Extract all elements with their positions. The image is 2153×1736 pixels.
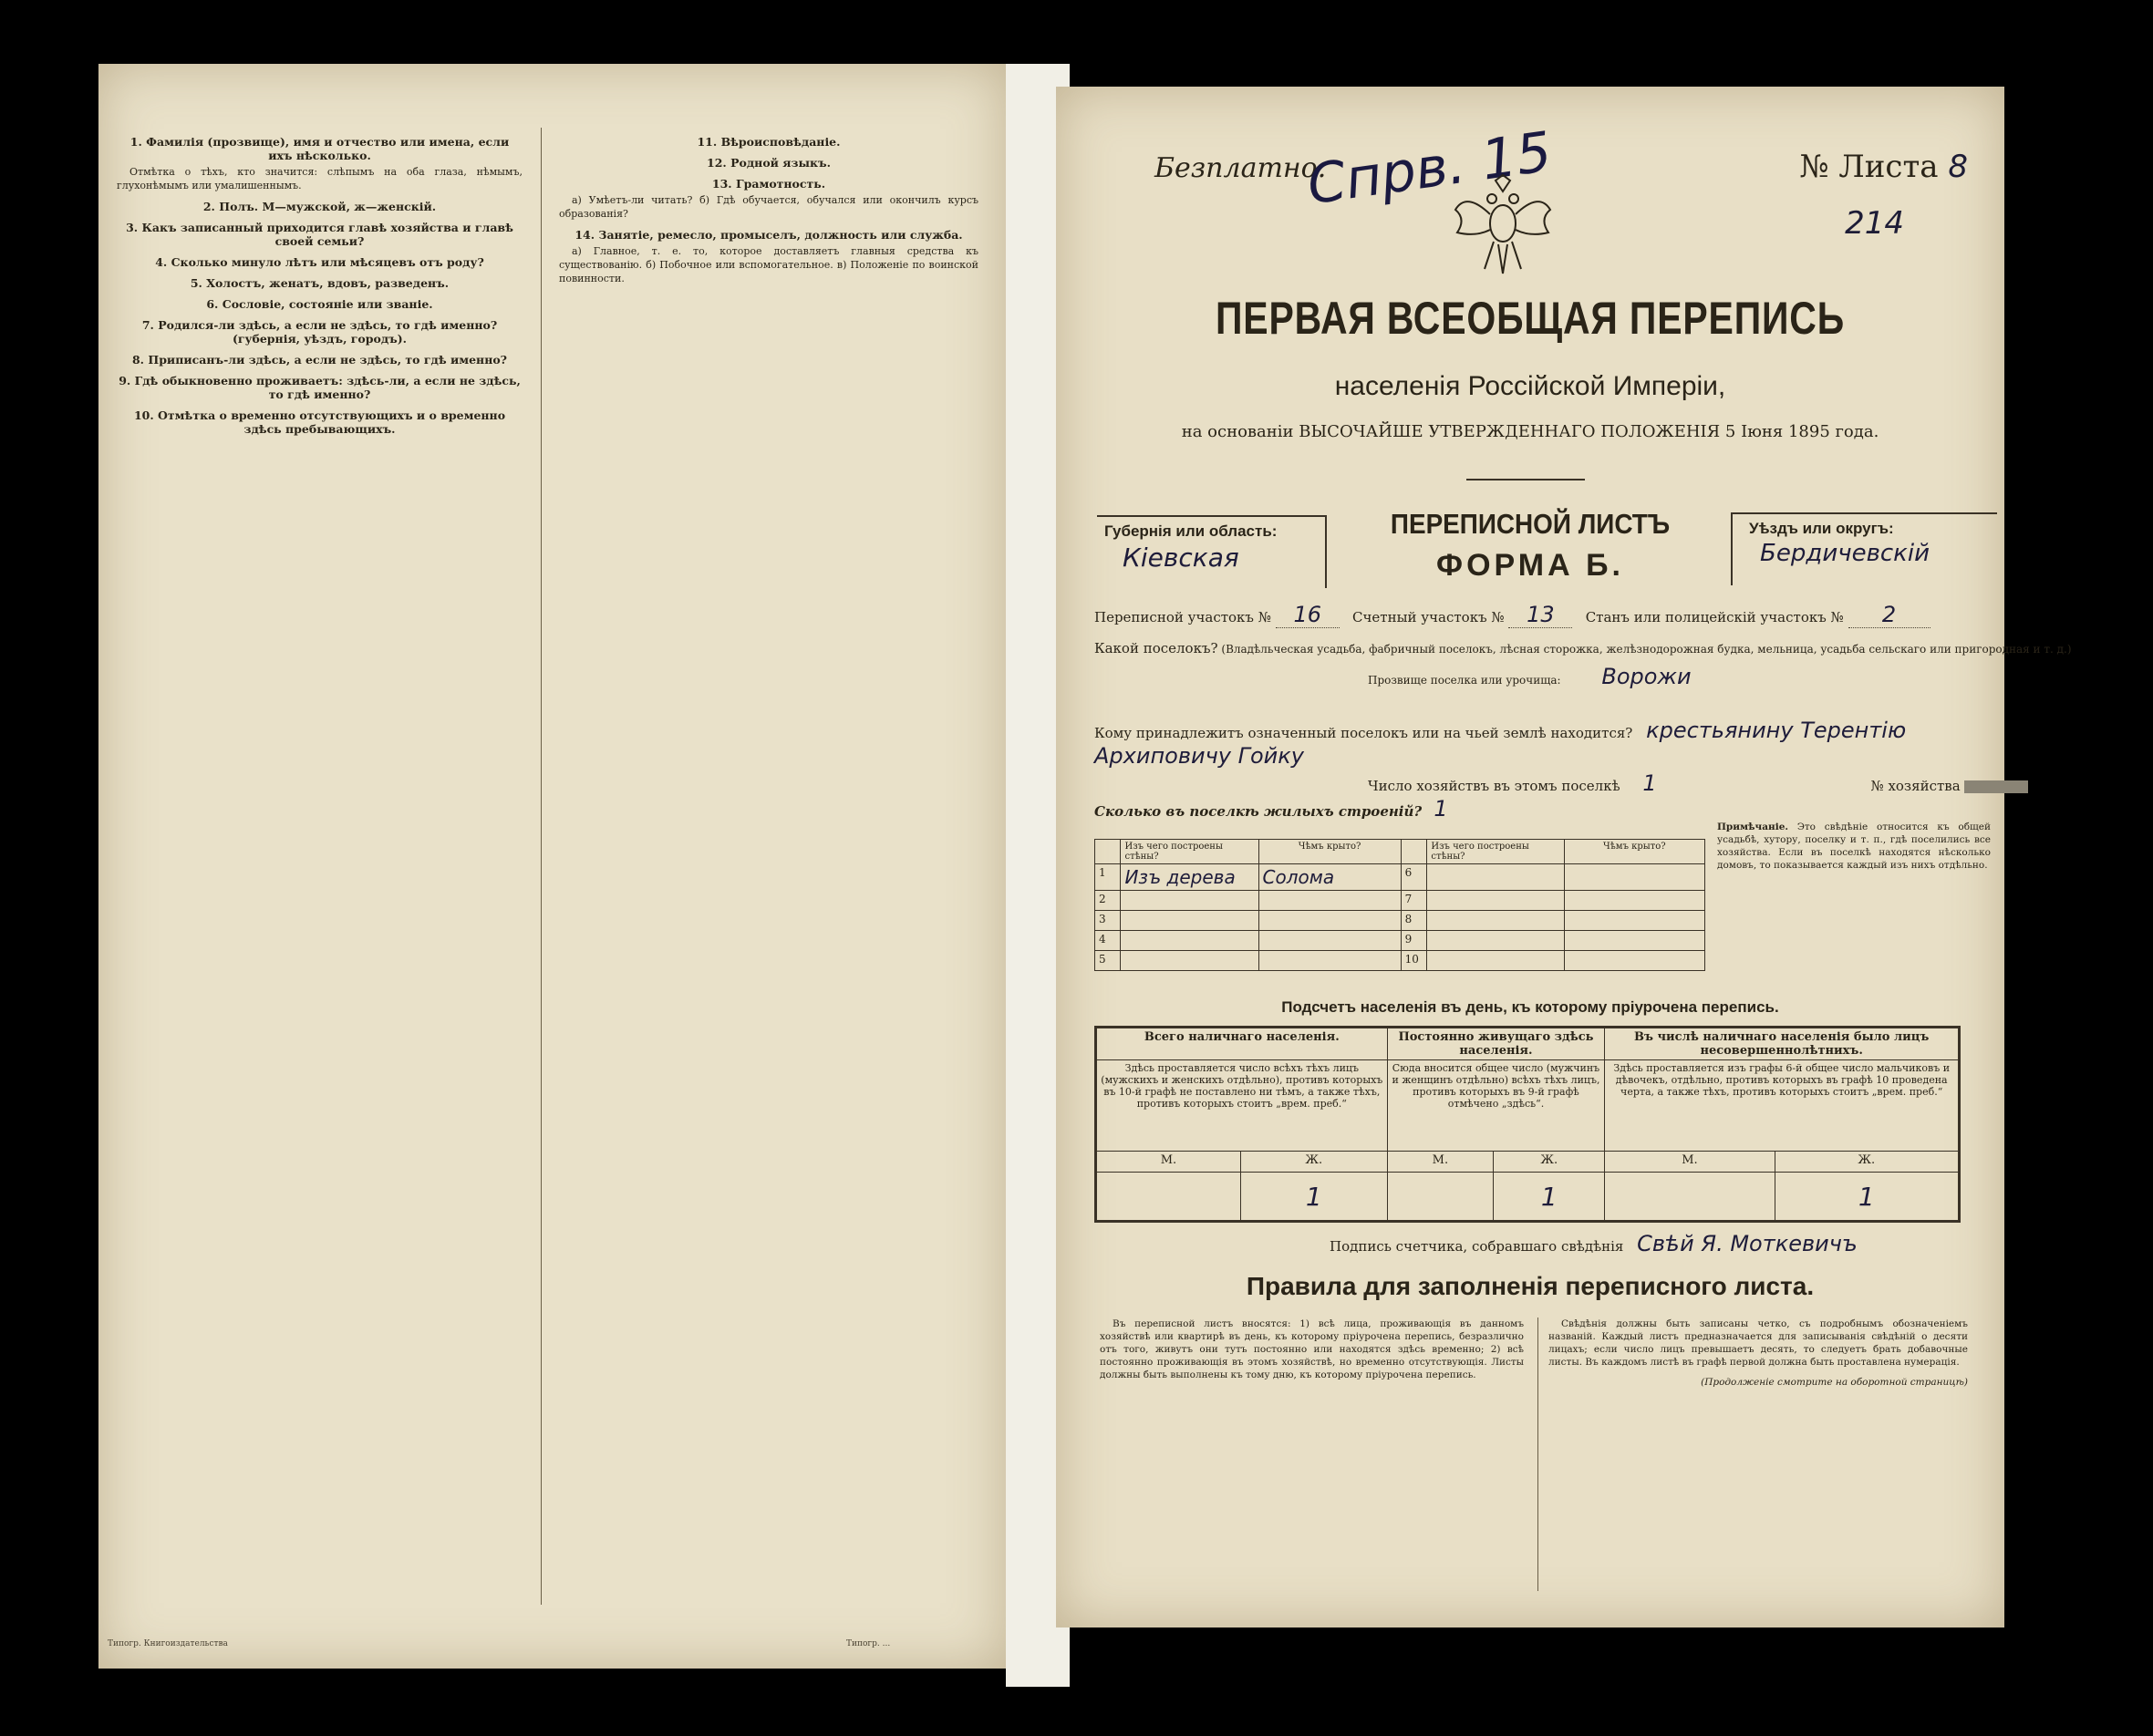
table-row: 3 8 xyxy=(1095,911,1705,931)
section-heading: 5. Холостъ, женатъ, вдовъ, разведенъ. xyxy=(190,276,450,290)
owner-row xyxy=(1094,718,1968,743)
owner-row-2 xyxy=(1094,743,1968,769)
section-heading: 14. Занятіе, ремесло, промыселъ, должность или служба. xyxy=(574,228,963,242)
section-text: Отмѣтка о тѣхъ, кто значится: слѣпымъ на оба глаза, нѣмымъ, глухонѣмымъ или умалишеннымъ. xyxy=(117,166,523,191)
province-label: Губернія или область: xyxy=(1104,522,1278,540)
province-box xyxy=(1097,515,1327,588)
census-district-value: 16 xyxy=(1276,602,1340,628)
left-column-1 xyxy=(117,128,523,439)
owner-label: Кому принадлежитъ означенный поселокъ или на чьей землѣ находится? xyxy=(1094,725,1633,741)
households-label: Число хозяйствъ въ этомъ поселкѣ xyxy=(1368,778,1620,794)
households-row xyxy=(1094,770,1968,796)
village-label: Станъ или полицейскій участокъ № xyxy=(1585,609,1844,625)
table-row: 1 Изъ дерева Солома 6 xyxy=(1095,864,1705,891)
settlement-type-hint: (Владѣльческая усадьба, фабричный поселокъ, лѣсная сторожка, желѣзнодорожная будка, мельница, усадьба сельскаго или пригородная и т. д.) xyxy=(1221,643,2072,656)
column-divider xyxy=(541,128,542,1605)
pop-desc-minors: Здѣсь проставляется изъ графы 6-й общее число мальчиковъ и дѣвочекъ, отдѣльно, противъ которыхъ въ графѣ 10 проведена черта, а также тѣхъ, противъ которыхъ стоитъ „врем. преб.“ xyxy=(1605,1060,1960,1152)
section-text: а) Умѣетъ-ли читать? б) Гдѣ обучается, обучался или окончилъ курсъ образованія? xyxy=(559,194,978,220)
buildings-col-material: Изъ чего построены стѣны? xyxy=(1121,840,1258,864)
pop-value xyxy=(1605,1173,1775,1222)
form-title: ПЕРЕПИСНОЙ ЛИСТЪ xyxy=(1390,508,1671,540)
household-no-label: № хозяйства xyxy=(1870,778,1961,794)
sheet-number-label: № Листа xyxy=(1799,149,1939,185)
left-page xyxy=(98,64,1006,1669)
households-value: 1 xyxy=(1642,770,1657,796)
buildings-col-roof-2: Чѣмъ крыто? xyxy=(1564,840,1704,864)
village-value: 2 xyxy=(1848,602,1930,628)
male-label: М. xyxy=(1605,1152,1775,1173)
handwritten-annotation: Спрв. 15 xyxy=(1303,119,1556,218)
section-heading: 4. Сколько минуло лѣтъ или мѣсяцевъ отъ роду? xyxy=(155,255,484,269)
section-text: а) Главное, т. е. то, которое доставляетъ главныя средства къ существованію. б) Побочное или вспомогательное. в) Положеніе по воинской повинности. xyxy=(559,245,978,284)
buildings-label: Сколько въ поселкѣ жилыхъ строеній? xyxy=(1094,803,1423,820)
table-row: 4 9 xyxy=(1095,931,1705,951)
pop-value: 1 xyxy=(1240,1173,1387,1222)
pop-value: 1 xyxy=(1775,1173,1959,1222)
section-heading: 12. Родной языкъ. xyxy=(707,156,831,170)
signature: Свѣй Я. Моткевичъ xyxy=(1637,1231,1858,1256)
section-heading: 9. Гдѣ обыкновенно проживаетъ: здѣсь-ли, а если не здѣсь, то гдѣ именно? xyxy=(119,374,521,401)
building-material: Изъ дерева xyxy=(1121,864,1258,891)
county-label: Уѣздъ или округъ: xyxy=(1749,520,1894,537)
county-box xyxy=(1731,512,1997,585)
building-roof: Солома xyxy=(1258,864,1401,891)
female-label: Ж. xyxy=(1775,1152,1959,1173)
rules-column-1: Въ переписной листъ вносятся: 1) всѣ лица, проживающія въ данномъ хозяйствѣ или квартирѣ въ день, къ которому пріурочена перепись, безразлично отъ того, живутъ они тутъ постоянно или находятся здѣсь временно; 2) всѣ постоянно проживающія въ этомъ хозяйствѣ, но временно отсутствующія. Листы должны быть выполнены къ тому дню, къ которому пріурочена перепись. xyxy=(1100,1318,1524,1380)
note-label: Примѣчаніе. xyxy=(1717,822,1789,832)
sheet-number-value: 8 xyxy=(1948,149,1968,185)
owner-value-2: Архиповичу Гойку xyxy=(1094,743,1304,769)
buildings-table xyxy=(1094,839,1705,971)
table-row: 2 7 xyxy=(1095,891,1705,911)
female-label: Ж. xyxy=(1494,1152,1605,1173)
pop-desc-total: Здѣсь проставляется число всѣхъ тѣхъ лицъ (мужскихъ и женскихъ отдѣльно), противъ которыхъ въ 10-й графѣ не поставлено ни тѣмъ, а также тѣхъ, противъ которыхъ стоитъ „врем. преб.“ xyxy=(1096,1060,1388,1152)
section-heading: 10. Отмѣтка о временно отсутствующихъ и о временно здѣсь пребывающихъ. xyxy=(133,408,506,436)
note-block xyxy=(1717,821,1991,872)
county-value: Бердичевскій xyxy=(1760,540,1930,567)
section-heading: 11. Вѣроисповѣданіе. xyxy=(697,135,841,149)
section-heading: 13. Грамотность. xyxy=(711,177,826,191)
section-heading: 6. Сословіе, состояніе или званіе. xyxy=(206,297,433,311)
buildings-col-roof: Чѣмъ крыто? xyxy=(1258,840,1401,864)
district-row xyxy=(1094,602,1968,628)
rules-continued: (Продолженіе смотрите на оборотной страницѣ) xyxy=(1701,1377,1968,1388)
pop-value xyxy=(1387,1173,1494,1222)
settlement-type-row xyxy=(1094,640,2072,656)
pop-header-total: Всего наличнаго населенія. xyxy=(1096,1028,1388,1060)
section-heading: 1. Фамилія (прозвище), имя и отчество или имена, если ихъ нѣсколько. xyxy=(129,135,510,162)
section-heading: 7. Родился-ли здѣсь, а если не здѣсь, то гдѣ именно? (губернія, уѣздъ, городъ). xyxy=(141,318,498,346)
pop-value: 1 xyxy=(1494,1173,1605,1222)
settlement-name-label: Прозвище поселка или урочища: xyxy=(1368,674,1561,687)
redacted-field xyxy=(1964,780,2028,793)
buildings-value: 1 xyxy=(1434,796,1448,822)
handwritten-number: 214 xyxy=(1845,205,1904,242)
province-value: Кіевская xyxy=(1123,542,1239,573)
counting-district-label: Счетный участокъ № xyxy=(1352,609,1505,625)
column-divider xyxy=(1537,1318,1538,1591)
form-type: ФОРМА Б. xyxy=(1436,548,1624,583)
female-label: Ж. xyxy=(1240,1152,1387,1173)
rules-title: Правила для заполненія переписного листа. xyxy=(1246,1272,1815,1300)
signature-label: Подпись счетчика, собравшаго свѣдѣнія xyxy=(1330,1238,1624,1255)
male-label: М. xyxy=(1387,1152,1494,1173)
census-district-label: Переписной участокъ № xyxy=(1094,609,1271,625)
pop-header-permanent: Постоянно живущаго здѣсь населенія. xyxy=(1387,1028,1605,1060)
imperial-eagle-emblem xyxy=(1448,173,1558,278)
rules-column-2: Свѣдѣнія должны быть записаны четко, съ подробнымъ обозначеніемъ названій. Каждый листъ предназначается для записыванія свѣдѣній о десяти лицахъ; если число лицъ превышаетъ десять, то следуетъ брать добавочные листы. Въ каждомъ листѣ въ графѣ первой должна быть проставлена нумерація. (Продолженіе смотрите на оборотной страницѣ) xyxy=(1548,1318,1968,1388)
population-table xyxy=(1094,1026,1961,1223)
pop-value xyxy=(1096,1173,1241,1222)
settlement-name-row xyxy=(1094,664,1968,689)
census-form-page xyxy=(1056,87,2072,1628)
counting-district-value: 13 xyxy=(1508,602,1572,628)
population-title: Подсчетъ населенія въ день, къ которому пріурочена перепись. xyxy=(1281,998,1779,1016)
male-label: М. xyxy=(1096,1152,1241,1173)
printer-imprint-right: Типогр. ... xyxy=(846,1639,891,1648)
printer-imprint-left: Типогр. Книгоиздательства xyxy=(108,1639,228,1648)
sheet-number xyxy=(1799,149,1968,185)
settlement-name-value: Ворожи xyxy=(1601,664,1692,689)
divider xyxy=(1466,479,1585,480)
buildings-row xyxy=(1094,796,1968,822)
section-heading: 2. Полъ. М—мужской, ж—женскій. xyxy=(202,200,437,213)
free-label: Безплатно. xyxy=(1154,152,1327,184)
pop-desc-permanent: Сюда вносится общее число (мужчинъ и женщинъ отдѣльно) всѣхъ тѣхъ лицъ, противъ которыхъ въ 9-й графѣ отмѣчено „здѣсь“. xyxy=(1387,1060,1605,1152)
table-row: 5 10 xyxy=(1095,951,1705,971)
form-heading xyxy=(1330,508,1731,584)
section-heading: 8. Приписанъ-ли здѣсь, а если не здѣсь, то гдѣ именно? xyxy=(131,353,508,367)
legal-basis: на основаніи ВЫСОЧАЙШЕ УТВЕРЖДЕННАГО ПОЛОЖЕНІЯ 5 Іюня 1895 года. xyxy=(1181,422,1879,441)
buildings-col-material-2: Изъ чего построены стѣны? xyxy=(1427,840,1564,864)
page-title: ПЕРВАЯ ВСЕОБЩАЯ ПЕРЕПИСЬ xyxy=(1215,293,1846,344)
section-heading: 3. Какъ записанный приходится главѣ хозяйства и главѣ своей семьи? xyxy=(126,221,513,248)
pop-header-minors: Въ числѣ наличнаго населенія было лицъ несовершеннолѣтнихъ. xyxy=(1605,1028,1960,1060)
page-subtitle: населенія Россійской Имперіи, xyxy=(1334,371,1726,401)
signature-row xyxy=(1330,1231,1858,1256)
left-column-2 xyxy=(559,128,978,289)
settlement-type-label: Какой поселокъ? xyxy=(1094,640,1218,656)
owner-value-1: крестьянину Терентію xyxy=(1646,718,1907,743)
note-text: Это свѣдѣніе относится къ общей усадьбѣ, хутору, поселку и т. п., гдѣ поселились все хозяйства. Если въ поселкѣ находятся нѣсколько домовъ, то показывается каждый изъ нихъ отдѣльно. xyxy=(1717,822,1991,871)
